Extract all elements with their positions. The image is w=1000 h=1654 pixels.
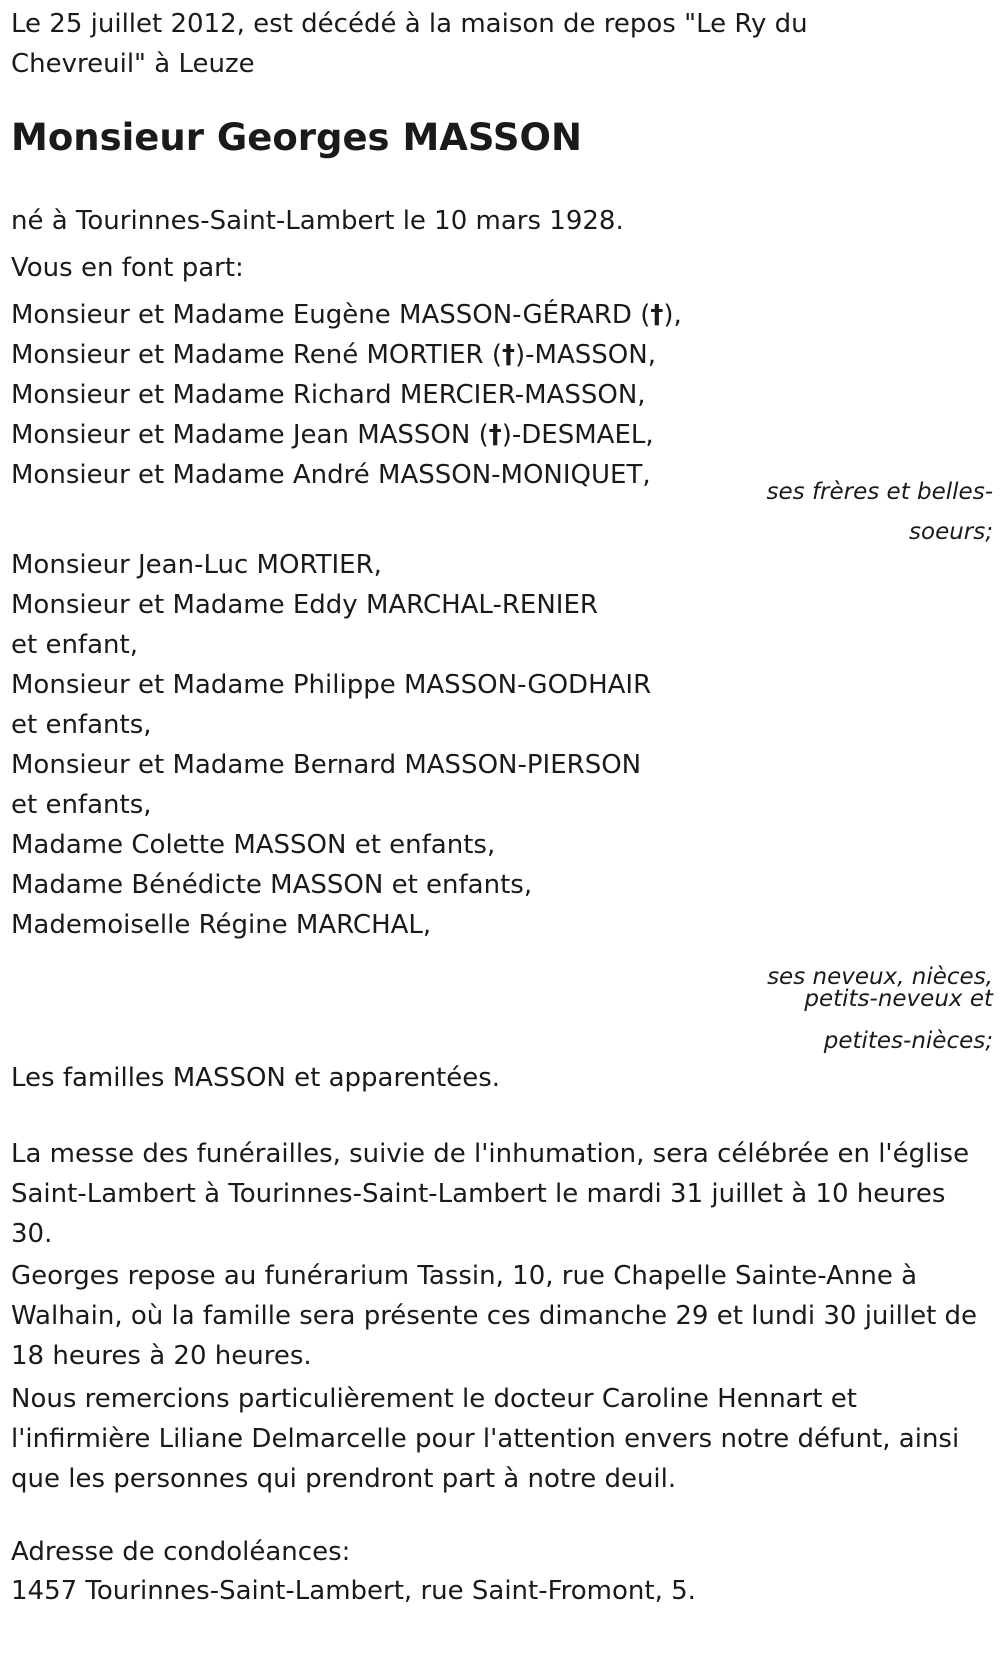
list-item: Monsieur et Madame Richard MERCIER-MASSON, (11, 380, 646, 410)
list-item: Mademoiselle Régine MARCHAL, (11, 910, 432, 940)
deceased-name: Monsieur Georges MASSON (11, 116, 582, 159)
nephews-relation-end: petites-nièces; (823, 1028, 993, 1054)
siblings-list (11, 295, 682, 495)
cross-icon: † (502, 340, 516, 370)
nephews-list (11, 545, 651, 945)
thanks-text: Nous remercions particulièrement le docteur Caroline Hennart et l'infirmière Liliane Delmarcelle pour l'attention envers notre défunt, ainsi que les personnes qui prendront part à notre deuil. (11, 1384, 960, 1494)
cross-icon: † (488, 420, 502, 450)
list-item: Madame Colette MASSON et enfants, (11, 830, 496, 860)
cross-icon: † (650, 300, 664, 330)
list-item: Monsieur et Madame Eddy MARCHAL-RENIER (11, 590, 598, 620)
condolences-label: Adresse de condoléances: (11, 1537, 351, 1567)
condolences-address: 1457 Tourinnes-Saint-Lambert, rue Saint-Fromont, 5. (11, 1576, 696, 1606)
announce-text: Vous en font part: (11, 253, 244, 283)
rest-text: Georges repose au funérarium Tassin, 10, rue Chapelle Sainte-Anne à Walhain, où la famille sera présente ces dimanche 29 et lundi 30 juillet de 18 heures à 20 heures. (11, 1261, 978, 1371)
funeral-text: La messe des funérailles, suivie de l'inhumation, sera célébrée en l'église Saint-Lambert à Tourinnes-Saint-Lambert le mardi 31 juillet à 10 heures 30. (11, 1139, 970, 1249)
list-item: Madame Bénédicte MASSON et enfants, (11, 870, 533, 900)
list-item: et enfant, (11, 630, 138, 660)
list-item: Monsieur et Madame Bernard MASSON-PIERSON (11, 750, 642, 780)
list-item: Monsieur et Madame René MORTIER (†)-MASSON, (11, 340, 656, 370)
families-text: Les familles MASSON et apparentées. (11, 1063, 501, 1093)
birth-text: né à Tourinnes-Saint-Lambert le 10 mars 1928. (11, 206, 624, 236)
list-item: et enfants, (11, 790, 152, 820)
list-item: Monsieur Jean-Luc MORTIER, (11, 550, 382, 580)
siblings-relation: ses frères et belles- soeurs; (766, 479, 993, 545)
list-item: Monsieur et Madame Philippe MASSON-GODHAIR (11, 670, 652, 700)
list-item: Monsieur et Madame Jean MASSON (†)-DESMAEL, (11, 420, 654, 450)
list-item: Monsieur et Madame André MASSON-MONIQUET, (11, 460, 651, 490)
list-item: et enfants, (11, 710, 152, 740)
nephews-relation: ses neveux, nièces, petits-neveux et (767, 964, 993, 1012)
list-item: Monsieur et Madame Eugène MASSON-GÉRARD (†), (11, 300, 682, 330)
intro-text: Le 25 juillet 2012, est décédé à la maison de repos "Le Ry du Chevreuil" à Leuze (11, 9, 808, 79)
